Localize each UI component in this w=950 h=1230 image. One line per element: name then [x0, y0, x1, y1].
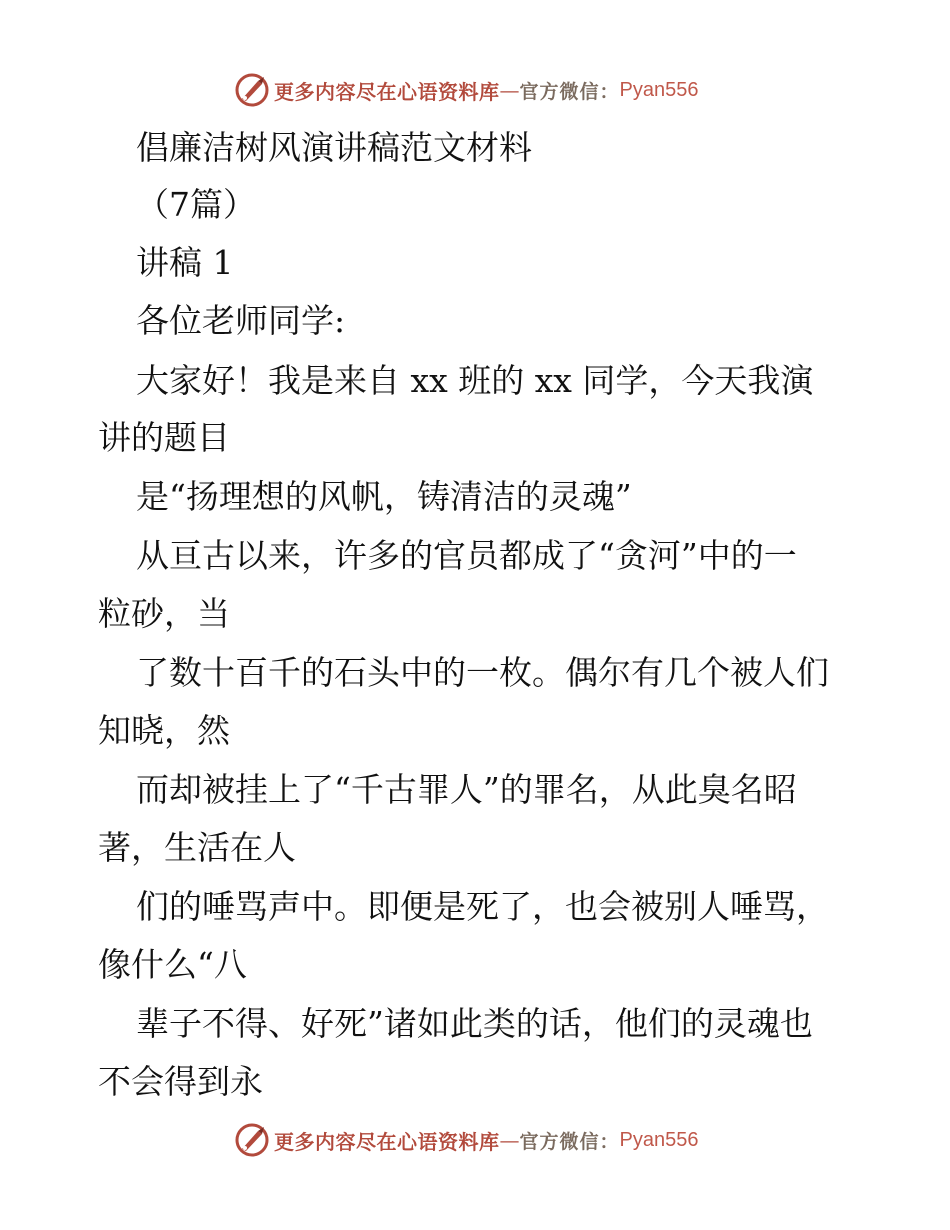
salutation: 各位老师同学: [136, 301, 346, 340]
body-line: 像什么“八 [98, 945, 247, 984]
banner-separator: — [499, 78, 520, 102]
body-line: 是“扬理想的风帆，铸清洁的灵魂” [136, 477, 632, 516]
quill-pen-logo-icon [234, 1122, 270, 1158]
banner-wechat-label: 官方微信： [519, 80, 620, 103]
body-line: 了数十百千的石头中的一枚。偶尔有几个被人们 [136, 653, 829, 692]
banner-wechat-label: 官方微信： [519, 1130, 620, 1153]
body-line: 而却被挂上了“千古罪人”的罪名，从此臭名昭 [136, 770, 797, 809]
body-line: 讲的题目 [98, 418, 230, 457]
banner-wechat-id: Pyan556 [619, 1128, 699, 1151]
body-line: 不会得到永 [98, 1062, 263, 1101]
banner-slogan: 更多内容尽在心语资料库 [274, 1129, 500, 1154]
footer-watermark-banner [234, 1120, 698, 1160]
body-line: 辈子不得、好死”诸如此类的话，他们的灵魂也 [136, 1004, 813, 1043]
body-line: 知晓，然 [98, 711, 230, 750]
banner-separator: — [499, 1128, 520, 1152]
body-line: 粒砂，当 [98, 594, 230, 633]
body-line: 从亘古以来，许多的官员都成了“贪河”中的一 [136, 536, 797, 575]
banner-slogan: 更多内容尽在心语资料库 [274, 79, 500, 104]
body-line: 大家好！我是来自 xx 班的 xx 同学，今天我演 [136, 361, 814, 400]
banner-wechat-id: Pyan556 [619, 78, 699, 101]
body-line: 们的唾骂声中。即便是死了，也会被别人唾骂， [136, 887, 829, 926]
document-subtitle: （7篇） [136, 185, 256, 224]
document-title: 倡廉洁树风演讲稿范文材料 [136, 128, 532, 167]
body-line: 著，生活在人 [98, 828, 296, 867]
section-heading: 讲稿 1 [136, 243, 234, 282]
